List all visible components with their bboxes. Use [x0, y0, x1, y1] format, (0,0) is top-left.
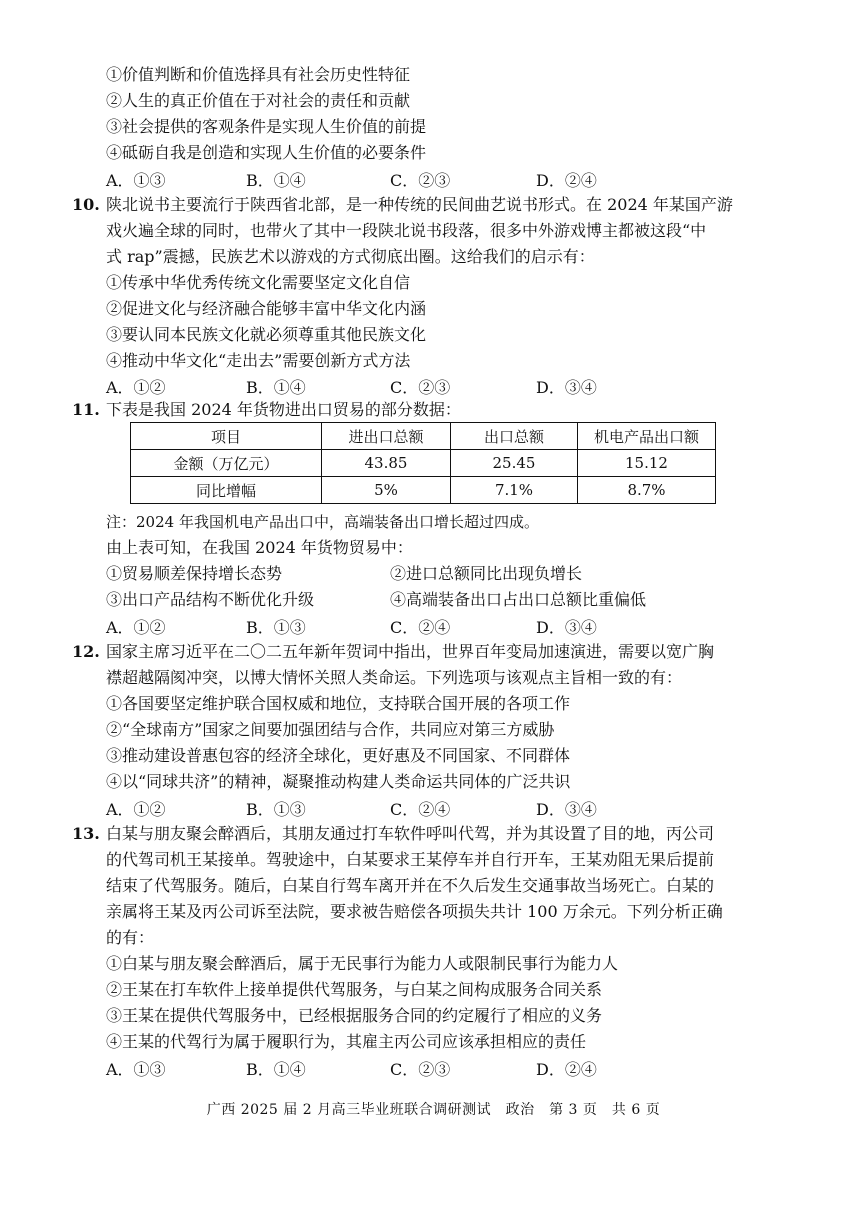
q13-stem-line-4: 亲属将王某及丙公司诉至法院，要求被告赔偿各项损失共计 100 万余元。下列分析正确 — [106, 902, 723, 921]
q10-statement-3: ③要认同本民族文化就必须尊重其他民族文化 — [106, 325, 427, 344]
q9-options — [106, 168, 626, 190]
q10-option-c: C．②③ — [390, 378, 451, 397]
q12-statement-2: ②“全球南方”国家之间要加强团结与合作，共同应对第三方威胁 — [106, 720, 555, 739]
q13-statement-1: ①白某与朋友聚会醉酒后，属于无民事行为能力人或限制民事行为能力人 — [106, 954, 619, 973]
q11-statement-2: ②进口总额同比出现负增长 — [390, 564, 583, 583]
q13-number: 13. — [72, 824, 100, 843]
table-header-row — [131, 423, 716, 450]
q12-option-b: B．①③ — [246, 800, 306, 819]
q10-options — [106, 375, 626, 397]
q10-stem-line-2: 戏火遍全球的同时，也带火了其中一段陕北说书段落，很多中外游戏博主都被这段“中 — [106, 221, 707, 240]
q12-stem-line-1: 国家主席习近平在二〇二五年新年贺词中指出，世界百年变局加速演进，需要以宽广胸 — [106, 642, 715, 661]
table-cell: 金额（万亿元） — [131, 450, 322, 477]
q11-lead: 由上表可知，在我国 2024 年货物贸易中： — [106, 538, 413, 557]
q13-stem-line-1: 白某与朋友聚会醉酒后，其朋友通过打车软件呼叫代驾，并为其设置了目的地，丙公司 — [106, 824, 715, 843]
q9-statement-3: ③社会提供的客观条件是实现人生价值的前提 — [106, 117, 427, 136]
q10-statement-2: ②促进文化与经济融合能够丰富中华文化内涵 — [106, 299, 427, 318]
q11-statement-1: ①贸易顺差保持增长态势 — [106, 564, 283, 583]
q13-stem-line-2: 的代驾司机王某接单。驾驶途中，白某要求王某停车并自行开车，王某劝阻无果后提前 — [106, 850, 715, 869]
q10-statement-1: ①传承中华优秀传统文化需要坚定文化自信 — [106, 273, 411, 292]
q13-statement-2: ②王某在打车软件上接单提供代驾服务，与白某之间构成服务合同关系 — [106, 980, 603, 999]
q9-statement-4: ④砥砺自我是创造和实现人生价值的必要条件 — [106, 143, 427, 162]
q10-option-d: D．③④ — [536, 378, 597, 397]
q10-option-b: B．①④ — [246, 378, 306, 397]
q13-stem-line-3: 结束了代驾服务。随后，白某自行驾车离开并在不久后发生交通事故当场死亡。白某的 — [106, 876, 715, 895]
q12-statement-3: ③推动建设普惠包容的经济全球化，更好惠及不同国家、不同群体 — [106, 746, 571, 765]
table-cell: 7.1% — [451, 477, 578, 504]
q13-option-c: C．②③ — [390, 1060, 451, 1079]
q11-options — [106, 615, 626, 637]
q11-number: 11. — [72, 400, 100, 419]
q9-option-c: C．②③ — [390, 171, 451, 190]
q13-option-b: B．①④ — [246, 1060, 306, 1079]
table-cell: 同比增幅 — [131, 477, 322, 504]
q10-statement-4: ④推动中华文化“走出去”需要创新方式方法 — [106, 351, 411, 370]
q11-option-a: A．①② — [106, 618, 166, 637]
q11-note: 注：2024 年我国机电产品出口中，高端装备出口增长超过四成。 — [106, 513, 539, 531]
q12-option-d: D．③④ — [536, 800, 597, 819]
q9-statement-2: ②人生的真正价值在于对社会的责任和贡献 — [106, 91, 411, 110]
q13-stem-line-5: 的有： — [106, 928, 155, 947]
q12-statement-4: ④以“同球共济”的精神，凝聚推动构建人类命运共同体的广泛共识 — [106, 772, 571, 791]
table-header-cell: 机电产品出口额 — [578, 423, 716, 450]
q9-statement-1: ①价值判断和价值选择具有社会历史性特征 — [106, 65, 411, 84]
q10-option-a: A．①② — [106, 378, 166, 397]
q13-statement-4: ④王某的代驾行为属于履职行为，其雇主丙公司应该承担相应的责任 — [106, 1032, 587, 1051]
trade-data-table — [130, 422, 716, 504]
q12-statement-1: ①各国要坚定维护联合国权威和地位，支持联合国开展的各项工作 — [106, 694, 571, 713]
table-header-cell: 项目 — [131, 423, 322, 450]
q13-options — [106, 1057, 626, 1079]
table-cell: 15.12 — [578, 450, 716, 477]
q12-options — [106, 797, 626, 819]
q13-option-d: D．②④ — [536, 1060, 597, 1079]
table-cell: 25.45 — [451, 450, 578, 477]
q11-stem: 下表是我国 2024 年货物进出口贸易的部分数据： — [106, 400, 461, 419]
q12-option-c: C．②④ — [390, 800, 451, 819]
q11-option-c: C．②④ — [390, 618, 451, 637]
table-cell: 8.7% — [578, 477, 716, 504]
q10-stem-line-1: 陕北说书主要流行于陕西省北部，是一种传统的民间曲艺说书形式。在 2024 年某国产游 — [106, 195, 733, 214]
q11-statement-4: ④高端装备出口占出口总额比重偏低 — [390, 590, 647, 609]
q10-stem-line-3: 式 rap”震撼，民族艺术以游戏的方式彻底出圈。这给我们的启示有： — [106, 247, 595, 266]
q11-option-b: B．①③ — [246, 618, 306, 637]
q12-stem-line-2: 襟超越隔阂冲突，以博大情怀关照人类命运。下列选项与该观点主旨相一致的有： — [106, 668, 683, 687]
page-footer: 广西 2025 届 2 月高三毕业班联合调研测试 政治 第 3 页 共 6 页 — [206, 1102, 661, 1118]
q10-number: 10. — [72, 195, 100, 214]
q9-option-b: B．①④ — [246, 171, 306, 190]
q12-number: 12. — [72, 642, 100, 661]
q11-statement-3: ③出口产品结构不断优化升级 — [106, 590, 315, 609]
table-cell: 43.85 — [322, 450, 451, 477]
q9-option-a: A．①③ — [106, 171, 166, 190]
q11-option-d: D．③④ — [536, 618, 597, 637]
q12-option-a: A．①② — [106, 800, 166, 819]
table-header-cell: 进出口总额 — [322, 423, 451, 450]
q13-option-a: A．①③ — [106, 1060, 166, 1079]
table-row — [131, 477, 716, 504]
table-header-cell: 出口总额 — [451, 423, 578, 450]
q9-option-d: D．②④ — [536, 171, 597, 190]
table-cell: 5% — [322, 477, 451, 504]
table-row — [131, 450, 716, 477]
q13-statement-3: ③王某在提供代驾服务中，已经根据服务合同的约定履行了相应的义务 — [106, 1006, 603, 1025]
